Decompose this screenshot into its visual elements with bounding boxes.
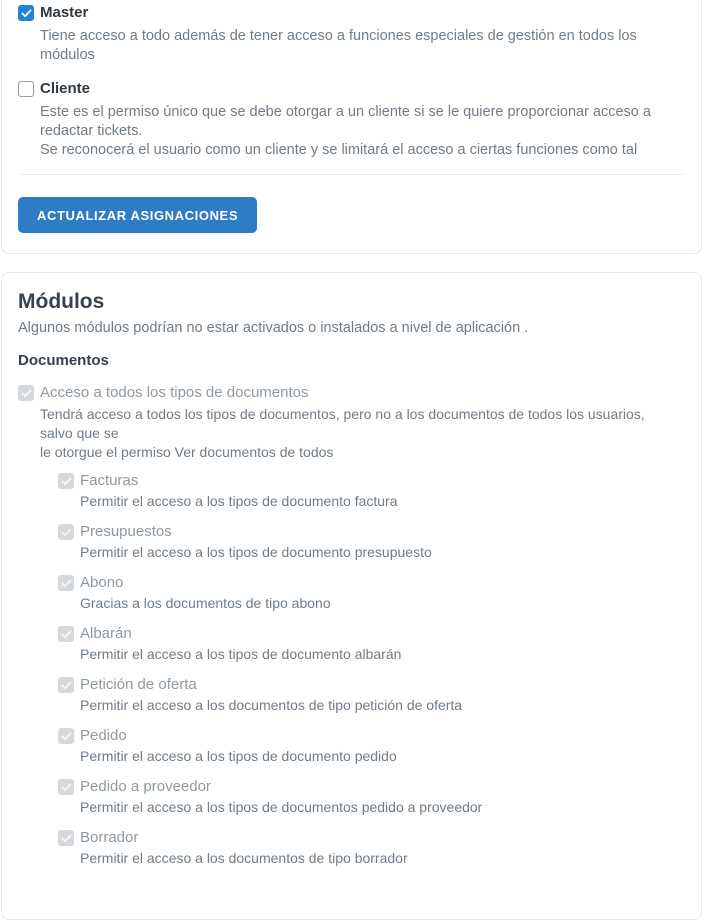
document-type-list [58,471,685,868]
description-line: Permitir el acceso a los documentos de tipo borrador [80,850,408,866]
access-all-doc-types-label: Acceso a todos los tipos de documentos [40,384,309,401]
access-all-doc-types-checkbox [18,385,34,401]
module-item-checkbox [58,473,74,489]
description-line: Permitir el acceso a los tipos de documento pedido [80,748,397,764]
module-item-row [58,471,685,511]
permission-checkbox[interactable] [18,81,34,97]
module-item-body [80,471,398,511]
check-icon [61,783,72,792]
module-item-label: Petición de oferta [80,676,197,693]
permission-row [18,79,685,160]
module-item-description [80,645,401,664]
modules-title: Módulos [18,290,105,313]
access-all-doc-types-body [40,383,670,462]
module-item-checkbox [58,575,74,591]
description-line: Permitir el acceso a los tipos de documento albarán [80,646,402,662]
module-item-description [80,747,397,766]
module-item-label: Albarán [80,625,132,642]
check-icon [21,9,32,18]
divider [18,174,685,175]
module-item-description [80,849,408,868]
module-item-checkbox [58,779,74,795]
modules-card [1,272,702,920]
module-item-row [58,522,685,562]
documents-section-title: Documentos [18,352,109,369]
module-item-checkbox [58,677,74,693]
description-line: Tiene acceso a todo además de tener acceso a funciones especiales de gestión en todos los módulos [40,28,637,63]
check-icon [61,477,72,486]
module-item-description [80,492,398,511]
description-line: Permitir el acceso a los tipos de documentos pedido a proveedor [80,799,483,815]
module-item-body [80,624,401,664]
module-item-body [80,726,397,766]
description-line: Este es el permiso único que se debe otorgar a un cliente si se le quiere proporcionar acceso a redactar tickets. [40,104,651,139]
description-line: Permitir el acceso a los tipos de documento factura [80,493,398,509]
check-icon [61,732,72,741]
permission-row [18,3,685,65]
module-item-body [80,675,462,715]
update-assignments-button[interactable]: ACTUALIZAR ASIGNACIONES [18,197,257,233]
access-all-doc-types-row [18,383,685,462]
description-line: Se reconocerá el usuario como un cliente y se limitará el acceso a ciertas funciones como tal [40,142,638,158]
module-item-body [80,777,482,817]
module-item-row [58,777,685,817]
permission-list [18,3,685,160]
check-icon [61,834,72,843]
module-item-row [58,726,685,766]
module-item-row [58,675,685,715]
module-item-row [58,828,685,868]
access-all-doc-types-description [40,405,670,462]
check-icon [21,389,32,398]
check-icon [61,579,72,588]
module-item-description [80,594,331,613]
module-item-label: Abono [80,574,124,591]
permission-body [40,3,685,65]
check-icon [61,528,72,537]
permission-label: Master [40,4,89,21]
module-item-label: Presupuestos [80,523,172,540]
permission-checkbox[interactable] [18,5,34,21]
description-line: Permitir el acceso a los documentos de tipo petición de oferta [80,697,463,713]
description-line: le otorgue el permiso Ver documentos de todos [40,444,334,460]
module-item-description [80,696,462,715]
module-item-checkbox [58,524,74,540]
check-icon [61,681,72,690]
module-item-checkbox [58,728,74,744]
module-item-row [58,624,685,664]
check-icon [61,630,72,639]
modules-subtitle: Algunos módulos podrían no estar activados o instalados a nivel de aplicación . [18,320,529,336]
module-item-body [80,522,432,562]
permission-description [40,27,685,65]
module-item-body [80,828,408,868]
module-item-label: Pedido [80,727,127,744]
module-item-description [80,543,432,562]
permissions-card [1,0,702,254]
module-item-label: Pedido a proveedor [80,778,211,795]
description-line: Tendrá acceso a todos los tipos de documentos, pero no a los documentos de todos los usuarios, salvo que se [40,406,645,441]
permission-body [40,79,685,160]
permission-label: Cliente [40,80,91,97]
module-item-checkbox [58,830,74,846]
module-item-label: Borrador [80,829,139,846]
module-item-checkbox [58,626,74,642]
module-item-description [80,798,482,817]
description-line: Gracias a los documentos de tipo abono [80,595,331,611]
module-item-body [80,573,331,613]
description-line: Permitir el acceso a los tipos de documento presupuesto [80,544,432,560]
module-item-label: Facturas [80,472,139,489]
permission-description [40,103,685,160]
module-item-row [58,573,685,613]
